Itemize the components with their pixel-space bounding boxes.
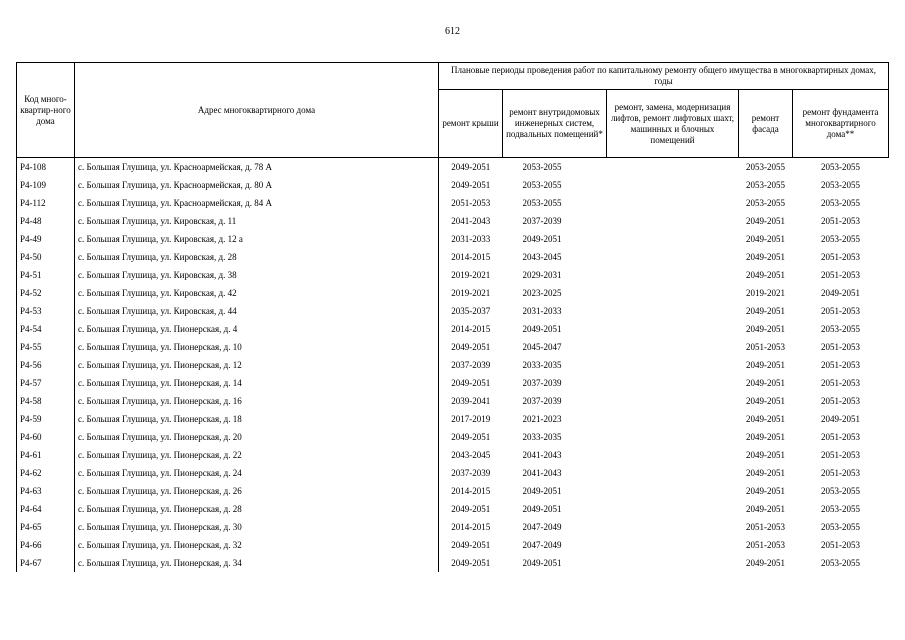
header-engineering: ремонт внутридомовых инженерных систем, подвальных помещений* [503, 90, 607, 158]
cell-address: с. Большая Глушица, ул. Пионерская, д. 28 [75, 500, 439, 518]
cell-engineering: 2037-2039 [522, 377, 562, 388]
cell-foundation: 2053-2055 [821, 557, 860, 568]
cell-lifts [607, 464, 739, 482]
cell-foundation: 2049-2051 [821, 413, 860, 424]
cell-lifts [607, 266, 739, 284]
cell-roof: 2014-2015 [439, 482, 503, 500]
cell-engineering: 2043-2045 [522, 251, 562, 262]
header-foundation: ремонт фундамента многоквартирного дома** [793, 90, 889, 158]
cell-engineering: 2049-2051 [522, 485, 562, 496]
cell-address: с. Большая Глушица, ул. Пионерская, д. 10 [75, 338, 439, 356]
cell-engineering: 2033-2035 [522, 431, 562, 442]
cell-roof: 2049-2051 [439, 176, 503, 194]
cell-roof: 2039-2041 [439, 392, 503, 410]
cell-facade: 2051-2053 [746, 539, 785, 550]
cell-roof: 2037-2039 [439, 356, 503, 374]
cell-foundation: 2051-2053 [821, 539, 860, 550]
table-row [17, 446, 889, 464]
cell-facade: 2049-2051 [746, 305, 785, 316]
cell-code: Р4-52 [17, 284, 75, 302]
header-lifts: ремонт, замена, модернизация лифтов, ремонт лифтовых шахт, машинных и блочных помещений [607, 90, 739, 158]
cell-facade: 2049-2051 [746, 269, 785, 280]
cell-foundation: 2051-2053 [821, 449, 860, 460]
cell-facade: 2049-2051 [746, 485, 785, 496]
cell-roof: 2049-2051 [439, 374, 503, 392]
cell-foundation: 2051-2053 [821, 341, 860, 352]
cell-facade: 2049-2051 [746, 359, 785, 370]
cell-code: Р4-48 [17, 212, 75, 230]
cell-lifts [607, 518, 739, 536]
cell-address: с. Большая Глушица, ул. Пионерская, д. 34 [75, 554, 439, 572]
table-row [17, 482, 889, 500]
cell-address: с. Большая Глушица, ул. Пионерская, д. 12 [75, 356, 439, 374]
cell-lifts [607, 428, 739, 446]
cell-foundation: 2051-2053 [821, 305, 860, 316]
table-row [17, 320, 889, 338]
cell-foundation: 2053-2055 [821, 503, 860, 514]
cell-code: Р4-112 [17, 194, 75, 212]
header-facade: ремонт фасада [739, 90, 793, 158]
cell-code: Р4-53 [17, 302, 75, 320]
header-code: Код много-квартир-ного дома [17, 63, 75, 158]
cell-roof: 2049-2051 [439, 428, 503, 446]
table-row [17, 176, 889, 194]
cell-facade: 2049-2051 [746, 377, 785, 388]
table-row [17, 158, 889, 177]
cell-facade: 2053-2055 [746, 161, 785, 172]
cell-facade: 2049-2051 [746, 395, 785, 406]
cell-address: с. Большая Глушица, ул. Пионерская, д. 24 [75, 464, 439, 482]
cell-facade: 2049-2051 [746, 557, 785, 568]
cell-engineering: 2049-2051 [522, 233, 562, 244]
cell-foundation: 2053-2055 [821, 161, 860, 172]
cell-code: Р4-65 [17, 518, 75, 536]
table-row [17, 230, 889, 248]
capital-repair-table [16, 62, 889, 572]
cell-roof: 2051-2053 [439, 194, 503, 212]
cell-foundation: 2053-2055 [821, 323, 860, 334]
cell-roof: 2019-2021 [439, 284, 503, 302]
cell-roof: 2031-2033 [439, 230, 503, 248]
cell-engineering: 2033-2035 [522, 359, 562, 370]
cell-code: Р4-56 [17, 356, 75, 374]
cell-engineering: 2049-2051 [522, 503, 562, 514]
cell-foundation: 2053-2055 [821, 179, 860, 190]
cell-code: Р4-57 [17, 374, 75, 392]
cell-code: Р4-109 [17, 176, 75, 194]
cell-roof: 2049-2051 [439, 500, 503, 518]
cell-address: с. Большая Глушица, ул. Кировская, д. 11 [75, 212, 439, 230]
cell-address: с. Большая Глушица, ул. Кировская, д. 42 [75, 284, 439, 302]
cell-facade: 2049-2051 [746, 431, 785, 442]
cell-facade: 2049-2051 [746, 503, 785, 514]
cell-facade: 2019-2021 [746, 287, 785, 298]
cell-roof: 2014-2015 [439, 248, 503, 266]
cell-address: с. Большая Глушица, ул. Пионерская, д. 32 [75, 536, 439, 554]
cell-roof: 2049-2051 [439, 158, 503, 177]
cell-foundation: 2053-2055 [821, 233, 860, 244]
cell-engineering: 2049-2051 [522, 557, 562, 568]
cell-facade: 2049-2051 [746, 449, 785, 460]
table-row [17, 302, 889, 320]
cell-address: с. Большая Глушица, ул. Кировская, д. 12 а [75, 230, 439, 248]
cell-address: с. Большая Глушица, ул. Пионерская, д. 22 [75, 446, 439, 464]
cell-lifts [607, 284, 739, 302]
cell-roof: 2017-2019 [439, 410, 503, 428]
table-row [17, 518, 889, 536]
header-address: Адрес многоквартирного дома [75, 63, 439, 158]
cell-address: с. Большая Глушица, ул. Пионерская, д. 20 [75, 428, 439, 446]
cell-code: Р4-51 [17, 266, 75, 284]
table-row [17, 410, 889, 428]
cell-code: Р4-62 [17, 464, 75, 482]
cell-lifts [607, 536, 739, 554]
cell-code: Р4-50 [17, 248, 75, 266]
table-row [17, 554, 889, 572]
cell-code: Р4-66 [17, 536, 75, 554]
cell-roof: 2014-2015 [439, 320, 503, 338]
cell-lifts [607, 338, 739, 356]
cell-lifts [607, 176, 739, 194]
cell-engineering: 2041-2043 [522, 449, 562, 460]
cell-lifts [607, 410, 739, 428]
cell-foundation: 2051-2053 [821, 395, 860, 406]
cell-engineering: 2053-2055 [522, 161, 562, 172]
cell-address: с. Большая Глушица, ул. Пионерская, д. 14 [75, 374, 439, 392]
cell-foundation: 2051-2053 [821, 251, 860, 262]
cell-foundation: 2051-2053 [821, 269, 860, 280]
cell-roof: 2049-2051 [439, 554, 503, 572]
cell-code: Р4-58 [17, 392, 75, 410]
table-row [17, 374, 889, 392]
cell-code: Р4-61 [17, 446, 75, 464]
table-row [17, 266, 889, 284]
cell-foundation: 2051-2053 [821, 359, 860, 370]
header-periods: Плановые периоды проведения работ по капитальному ремонту общего имущества в многоквартирных домах, годы [439, 63, 889, 90]
cell-engineering: 2047-2049 [522, 539, 562, 550]
table-body [17, 158, 889, 573]
cell-facade: 2053-2055 [746, 197, 785, 208]
cell-lifts [607, 302, 739, 320]
cell-address: с. Большая Глушица, ул. Красноармейская, д. 78 А [75, 158, 439, 177]
table-row [17, 500, 889, 518]
cell-foundation: 2051-2053 [821, 467, 860, 478]
cell-lifts [607, 554, 739, 572]
cell-engineering: 2049-2051 [522, 323, 562, 334]
cell-code: Р4-60 [17, 428, 75, 446]
cell-roof: 2014-2015 [439, 518, 503, 536]
cell-lifts [607, 356, 739, 374]
cell-lifts [607, 482, 739, 500]
table-row [17, 428, 889, 446]
table-row [17, 248, 889, 266]
cell-foundation: 2051-2053 [821, 431, 860, 442]
cell-engineering: 2031-2033 [522, 305, 562, 316]
cell-address: с. Большая Глушица, ул. Красноармейская, д. 80 А [75, 176, 439, 194]
cell-facade: 2049-2051 [746, 251, 785, 262]
cell-engineering: 2053-2055 [522, 197, 562, 208]
cell-address: с. Большая Глушица, ул. Пионерская, д. 16 [75, 392, 439, 410]
cell-address: с. Большая Глушица, ул. Пионерская, д. 18 [75, 410, 439, 428]
cell-roof: 2049-2051 [439, 338, 503, 356]
cell-foundation: 2049-2051 [821, 287, 860, 298]
cell-code: Р4-59 [17, 410, 75, 428]
cell-lifts [607, 392, 739, 410]
cell-lifts [607, 158, 739, 177]
header-roof: ремонт крыши [439, 90, 503, 158]
cell-facade: 2049-2051 [746, 323, 785, 334]
cell-facade: 2049-2051 [746, 233, 785, 244]
cell-address: с. Большая Глушица, ул. Красноармейская, д. 84 А [75, 194, 439, 212]
cell-address: с. Большая Глушица, ул. Пионерская, д. 26 [75, 482, 439, 500]
cell-engineering: 2037-2039 [522, 395, 562, 406]
table-row [17, 356, 889, 374]
cell-roof: 2035-2037 [439, 302, 503, 320]
cell-lifts [607, 194, 739, 212]
cell-foundation: 2051-2053 [821, 215, 860, 226]
cell-foundation: 2053-2055 [821, 521, 860, 532]
cell-engineering: 2021-2023 [522, 413, 562, 424]
cell-lifts [607, 374, 739, 392]
cell-lifts [607, 500, 739, 518]
table-row [17, 392, 889, 410]
cell-engineering: 2045-2047 [522, 341, 562, 352]
page-number: 612 [445, 26, 460, 37]
cell-address: с. Большая Глушица, ул. Кировская, д. 44 [75, 302, 439, 320]
cell-lifts [607, 230, 739, 248]
table-row [17, 284, 889, 302]
table-row [17, 338, 889, 356]
cell-code: Р4-63 [17, 482, 75, 500]
cell-code: Р4-67 [17, 554, 75, 572]
cell-code: Р4-64 [17, 500, 75, 518]
cell-roof: 2043-2045 [439, 446, 503, 464]
cell-address: с. Большая Глушица, ул. Кировская, д. 28 [75, 248, 439, 266]
cell-code: Р4-54 [17, 320, 75, 338]
cell-facade: 2049-2051 [746, 215, 785, 226]
cell-lifts [607, 212, 739, 230]
cell-roof: 2019-2021 [439, 266, 503, 284]
cell-address: с. Большая Глушица, ул. Пионерская, д. 30 [75, 518, 439, 536]
cell-lifts [607, 446, 739, 464]
cell-lifts [607, 320, 739, 338]
cell-address: с. Большая Глушица, ул. Пионерская, д. 4 [75, 320, 439, 338]
cell-facade: 2049-2051 [746, 413, 785, 424]
cell-engineering: 2041-2043 [522, 467, 562, 478]
cell-engineering: 2023-2025 [522, 287, 562, 298]
cell-engineering: 2037-2039 [522, 215, 562, 226]
cell-facade: 2049-2051 [746, 467, 785, 478]
table-row [17, 194, 889, 212]
cell-foundation: 2053-2055 [821, 485, 860, 496]
cell-foundation: 2051-2053 [821, 377, 860, 388]
table-row [17, 212, 889, 230]
cell-lifts [607, 248, 739, 266]
table-row [17, 536, 889, 554]
cell-engineering: 2053-2055 [522, 179, 562, 190]
cell-facade: 2053-2055 [746, 179, 785, 190]
cell-code: Р4-55 [17, 338, 75, 356]
cell-facade: 2051-2053 [746, 521, 785, 532]
cell-code: Р4-49 [17, 230, 75, 248]
cell-roof: 2037-2039 [439, 464, 503, 482]
table-header [17, 63, 889, 158]
cell-engineering: 2029-2031 [522, 269, 562, 280]
cell-foundation: 2053-2055 [821, 197, 860, 208]
cell-roof: 2049-2051 [439, 536, 503, 554]
table-row [17, 464, 889, 482]
cell-facade: 2051-2053 [746, 341, 785, 352]
cell-code: Р4-108 [17, 158, 75, 177]
cell-address: с. Большая Глушица, ул. Кировская, д. 38 [75, 266, 439, 284]
cell-roof: 2041-2043 [439, 212, 503, 230]
cell-engineering: 2047-2049 [522, 521, 562, 532]
